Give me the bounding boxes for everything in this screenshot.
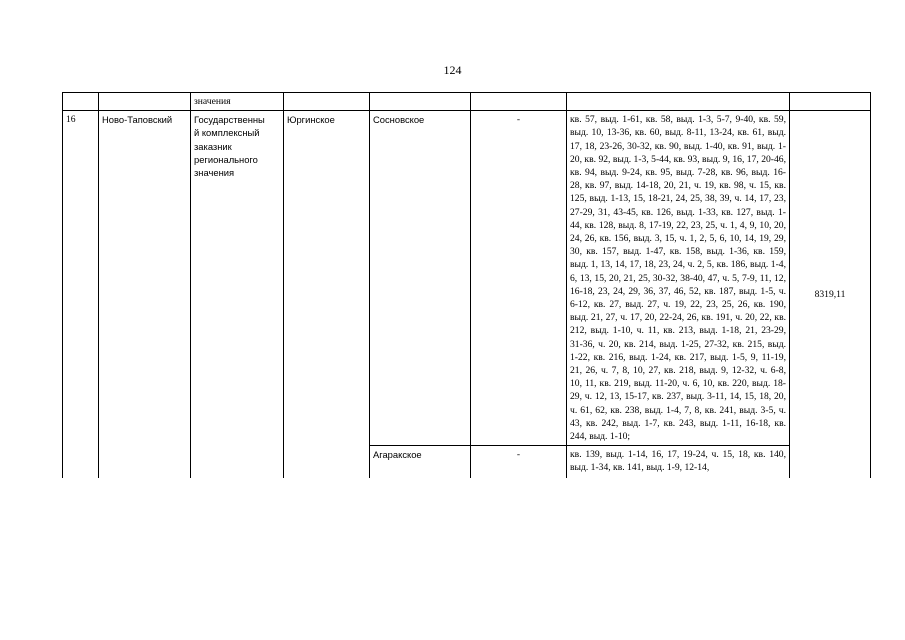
area-value-cell: 8319,11: [790, 111, 871, 478]
area-name-cell: Ново-Таповский: [99, 111, 191, 478]
cell-empty: [471, 93, 567, 111]
cell-empty: [63, 93, 99, 111]
continuation-name-cell: значения: [191, 93, 284, 111]
quarters-cell: кв. 57, выд. 1-61, кв. 58, выд. 1-3, 5-7, 9-40, кв. 59, выд. 10, 13-36, кв. 60, выд. 8-11, 13-24, кв. 61, выд. 17, 18, 23-26, 30-32, кв. 90, выд. 1-40, кв. 91, выд. 1-20, кв. 92, выд. 1-3, 5-44, кв. 93, выд. 9, 16, 17, 20-46, кв. 94, выд. 9-24, кв. 95, выд. 7-28, кв. 96, выд. 16-28, кв. 97, выд. 14-18, 20, 21, ч. 19, кв. 98, ч. 15, кв. 125, выд. 1-13, 15, 18-21, 24, 25, 38, 39, ч. 14, 17, 23, 27-29, 31, 43-45, кв. 126, выд. 1-33, кв. 127, выд. 1-44, кв. 128, выд. 8, 17-19, 22, 23, 25, ч. 1, 4, 9, 10, 20, 24, 26, кв. 156, выд. 3, 15, ч. 1, 2, 5, 6, 10, 14, 19, 29, 30, кв. 157, выд. 1-47, кв. 158, выд. 1-36, кв. 159, выд. 1, 13, 14, 17, 18, 23, 24, ч. 2, 5, кв. 186, выд. 1-4, 6, 13, 15, 20, 21, 25, 30-32, 38-40, 47, ч. 5, 7-9, 11, 12, 16-18, 23, 24, 29, 36, 37, 46, 52, кв. 187, выд. 1-5, ч. 6-12, кв. 27, выд. 27, ч. 19, 22, 23, 25, 26, кв. 190, выд. 21, 27, ч. 17, 20, 22-24, 26, кв. 191, ч. 20, 22, кв. 212, выд. 1-10, ч. 11, кв. 213, выд. 1-18, 21, 23-29, 31-36, ч. 20, кв. 214, выд. 1-25, 27-32, кв. 215, выд. 1-22, кв. 216, выд. 1-24, кв. 217, выд. 1-5, 9, 11-19, 21, 26, ч. 7, 8, 10, 27, кв. 218, выд. 9, 12-32, ч. 6-8, 10, 11, кв. 219, выд. 11-20, ч. 6, 10, кв. 220, выд. 18-29, ч. 12, 13, 15-17, кв. 237, выд. 3-11, 14, 15, 18, 20, ч. 61, 62, кв. 238, выд. 1-4, 7, 8, кв. 241, выд. 3-5, ч. 43, кв. 242, выд. 1-7, кв. 243, выд. 1-11, 16-18, кв. 244, выд. 1-10;: [567, 111, 790, 446]
cell-empty: [790, 93, 871, 111]
cell-empty: [99, 93, 191, 111]
subdivision-cell: -: [471, 111, 567, 446]
subdivision-cell: -: [471, 446, 567, 478]
continuation-row: [63, 93, 871, 111]
quarters-cell: кв. 139, выд. 1-14, 16, 17, 19-24, ч. 15, 18, кв. 140, выд. 1-34, кв. 141, выд. 1-9, 12-14,: [567, 446, 790, 478]
district-cell: Юргинское: [284, 111, 370, 478]
page-number: 124: [443, 63, 462, 77]
category-cell: Государственны й комплексный заказник регионального значения: [191, 111, 284, 478]
forestry-cell: Агаракское: [370, 446, 471, 478]
forestry-cell: Сосновское: [370, 111, 471, 446]
cell-empty: [567, 93, 790, 111]
cell-empty: [370, 93, 471, 111]
protected-areas-table: [62, 92, 871, 478]
table-row: [63, 111, 871, 446]
cell-empty: [284, 93, 370, 111]
index-cell: 16: [63, 111, 99, 478]
